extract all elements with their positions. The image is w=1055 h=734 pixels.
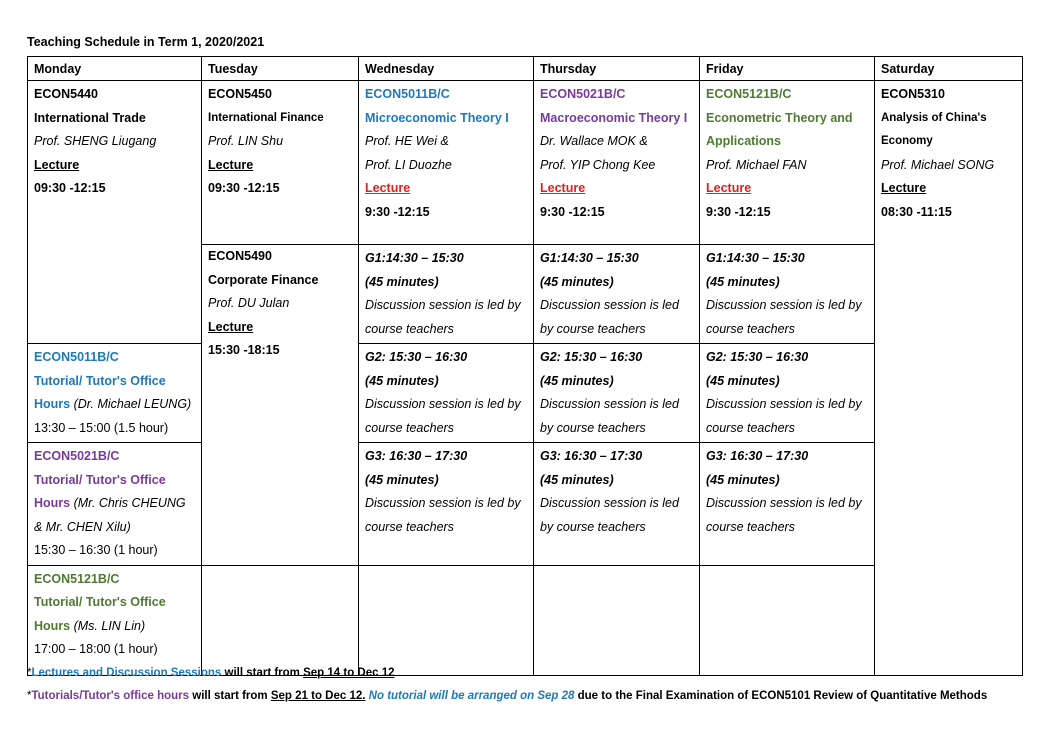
footnote-date: Sep 21 to Dec 12. bbox=[270, 690, 366, 702]
session-type: Lecture bbox=[208, 319, 254, 334]
group-desc: Discussion session is led by bbox=[706, 298, 862, 312]
group-duration: (45 minutes) bbox=[365, 472, 439, 487]
tutor-name: (Dr. Michael LEUNG) bbox=[73, 397, 192, 411]
instructor: Prof. DU Julan bbox=[208, 296, 290, 310]
group-desc: Discussion session is led by bbox=[706, 496, 862, 510]
session-time: 08:30 -11:15 bbox=[881, 204, 952, 219]
session-type: Lecture bbox=[365, 181, 411, 195]
row-g3 bbox=[28, 443, 1023, 566]
header-row bbox=[28, 57, 1023, 81]
session-time: 9:30 -12:15 bbox=[365, 204, 430, 219]
group-desc: Discussion session is led by bbox=[706, 397, 862, 411]
cell-monday-lecture bbox=[28, 81, 202, 344]
instructor: Prof. Michael FAN bbox=[706, 157, 807, 172]
instructor: Prof. YIP Chong Kee bbox=[540, 157, 656, 172]
cell-tuesday-empty bbox=[202, 565, 359, 675]
cell-tuesday-lecture-1 bbox=[202, 81, 359, 245]
tutor-name: (Mr. Chris CHEUNG bbox=[73, 496, 186, 510]
cell-wednesday-g2 bbox=[359, 344, 534, 443]
tutorial-label: Tutorial/ Tutor's Office bbox=[34, 595, 166, 609]
document-title: Teaching Schedule in Term 1, 2020/2021 bbox=[27, 35, 265, 49]
group-desc: course teachers bbox=[706, 519, 795, 534]
group-duration: (45 minutes) bbox=[706, 373, 780, 388]
footnote-highlight: Tutorials/Tutor's office hours bbox=[31, 690, 190, 702]
tutorial-time: 17:00 – 18:00 (1 hour) bbox=[34, 642, 158, 656]
group-desc: Discussion session is led by bbox=[365, 397, 521, 411]
group-desc: Discussion session is led by bbox=[365, 298, 521, 312]
cell-friday-empty bbox=[700, 565, 875, 675]
instructor: Dr. Wallace MOK & bbox=[540, 134, 648, 148]
course-code: ECON5121B/C bbox=[34, 571, 120, 586]
group-duration: (45 minutes) bbox=[706, 274, 780, 289]
group-duration: (45 minutes) bbox=[365, 274, 439, 289]
group-duration: (45 minutes) bbox=[540, 274, 614, 289]
group-desc: course teachers bbox=[365, 321, 454, 336]
course-code: ECON5011B/C bbox=[34, 350, 119, 364]
cell-friday-lecture bbox=[700, 81, 875, 245]
instructor: Prof. SHENG Liugang bbox=[34, 134, 157, 148]
group-time: G2: 15:30 – 16:30 bbox=[540, 350, 643, 364]
course-code: ECON5310 bbox=[881, 87, 945, 101]
footnote-tutorials bbox=[27, 690, 987, 702]
instructor: Prof. Michael SONG bbox=[881, 157, 995, 172]
cell-saturday-lecture bbox=[875, 81, 1023, 676]
group-desc: course teachers bbox=[706, 420, 795, 435]
cell-thursday-empty bbox=[534, 565, 700, 675]
cell-thursday-lecture bbox=[534, 81, 700, 245]
cell-wednesday-lecture bbox=[359, 81, 534, 245]
row-morning bbox=[28, 81, 1023, 245]
group-time: G1:14:30 – 15:30 bbox=[540, 251, 639, 265]
session-type: Lecture bbox=[540, 181, 586, 195]
course-code: ECON5011B/C bbox=[365, 87, 450, 101]
cell-tuesday-lecture-2 bbox=[202, 245, 359, 566]
group-desc: Discussion session is led bbox=[540, 298, 679, 312]
instructor: Prof. LIN Shu bbox=[208, 134, 284, 148]
group-time: G3: 16:30 – 17:30 bbox=[540, 449, 643, 463]
footnote-text: will start from bbox=[221, 667, 304, 679]
cell-friday-g1 bbox=[700, 245, 875, 344]
header-friday: Friday bbox=[700, 57, 875, 81]
session-time: 9:30 -12:15 bbox=[706, 204, 771, 219]
course-name: Microeconomic Theory I bbox=[365, 110, 509, 125]
instructor: Prof. LI Duozhe bbox=[365, 157, 452, 172]
header-tuesday: Tuesday bbox=[202, 57, 359, 81]
group-time: G1:14:30 – 15:30 bbox=[706, 251, 805, 265]
cell-friday-g3 bbox=[700, 443, 875, 566]
session-time: 09:30 -12:15 bbox=[208, 181, 280, 195]
group-duration: (45 minutes) bbox=[540, 373, 614, 388]
schedule-table bbox=[27, 56, 1023, 676]
tutor-name: (Ms. LIN Lin) bbox=[73, 618, 146, 633]
course-name: Corporate Finance bbox=[208, 272, 319, 287]
cell-monday-tutorial-1 bbox=[28, 344, 202, 443]
course-code: ECON5021B/C bbox=[34, 449, 120, 463]
footnote-star: * bbox=[27, 690, 32, 702]
cell-wednesday-empty bbox=[359, 565, 534, 675]
header-monday: Monday bbox=[28, 57, 202, 81]
tutorial-label: Tutorial/ Tutor's Office bbox=[34, 373, 166, 388]
hours-label: Hours bbox=[34, 496, 71, 510]
group-time: G3: 16:30 – 17:30 bbox=[365, 449, 468, 463]
course-code: ECON5450 bbox=[208, 87, 272, 101]
cell-thursday-g1 bbox=[534, 245, 700, 344]
hours-label: Hours bbox=[34, 397, 71, 411]
footnote-warning: No tutorial will be arranged on Sep 28 bbox=[368, 690, 575, 702]
course-code: ECON5121B/C bbox=[706, 87, 792, 101]
group-desc: by course teachers bbox=[540, 519, 646, 534]
course-name: Macroeconomic Theory I bbox=[540, 110, 688, 125]
group-time: G1:14:30 – 15:30 bbox=[365, 251, 464, 265]
session-time: 9:30 -12:15 bbox=[540, 204, 605, 219]
session-time: 15:30 -18:15 bbox=[208, 343, 280, 357]
footnote-star: * bbox=[27, 667, 32, 679]
session-time: 09:30 -12:15 bbox=[34, 181, 106, 195]
group-duration: (45 minutes) bbox=[365, 373, 439, 388]
instructor: Prof. HE Wei & bbox=[365, 134, 449, 148]
course-name: Analysis of China's bbox=[881, 111, 987, 124]
group-time: G2: 15:30 – 16:30 bbox=[706, 350, 809, 364]
tutorial-label: Tutorial/ Tutor's Office bbox=[34, 472, 166, 487]
cell-wednesday-g3 bbox=[359, 443, 534, 566]
course-name: International Finance bbox=[208, 111, 324, 124]
group-desc: course teachers bbox=[365, 420, 454, 435]
tutorial-time: 15:30 – 16:30 (1 hour) bbox=[34, 543, 158, 557]
tutorial-time: 13:30 – 15:00 (1.5 hour) bbox=[34, 420, 169, 435]
course-name: Econometric Theory and bbox=[706, 110, 853, 125]
cell-friday-g2 bbox=[700, 344, 875, 443]
header-thursday: Thursday bbox=[534, 57, 700, 81]
group-desc: Discussion session is led by bbox=[365, 496, 521, 510]
group-duration: (45 minutes) bbox=[706, 472, 780, 487]
course-name: Applications bbox=[706, 134, 782, 148]
group-desc: by course teachers bbox=[540, 420, 646, 435]
group-duration: (45 minutes) bbox=[540, 472, 614, 487]
footnote-text: due to the Final Examination of ECON5101 Review of Quantitative Methods bbox=[574, 690, 988, 702]
cell-thursday-g3 bbox=[534, 443, 700, 566]
session-type: Lecture bbox=[881, 181, 927, 195]
course-name: International Trade bbox=[34, 110, 146, 125]
footnote-text: will start from bbox=[189, 690, 271, 702]
session-type: Lecture bbox=[706, 181, 752, 195]
group-desc: course teachers bbox=[365, 519, 454, 534]
group-time: G2: 15:30 – 16:30 bbox=[365, 350, 468, 364]
header-saturday: Saturday bbox=[875, 57, 1023, 81]
cell-monday-tutorial-3 bbox=[28, 565, 202, 675]
group-time: G3: 16:30 – 17:30 bbox=[706, 449, 809, 463]
session-type: Lecture bbox=[208, 157, 254, 172]
session-type: Lecture bbox=[34, 157, 80, 172]
course-code: ECON5440 bbox=[34, 87, 98, 101]
footnote-lectures bbox=[27, 667, 395, 679]
group-desc: Discussion session is led bbox=[540, 496, 679, 510]
footnote-highlight: Lectures and Discussion Sessions bbox=[31, 667, 222, 679]
course-code: ECON5490 bbox=[208, 249, 272, 263]
group-desc: by course teachers bbox=[540, 321, 646, 336]
cell-thursday-g2 bbox=[534, 344, 700, 443]
cell-monday-tutorial-2 bbox=[28, 443, 202, 566]
cell-wednesday-g1 bbox=[359, 245, 534, 344]
footnote-date: Sep 14 to Dec 12 bbox=[303, 667, 395, 679]
group-desc: course teachers bbox=[706, 321, 795, 336]
row-tutorial-3 bbox=[28, 565, 1023, 675]
hours-label: Hours bbox=[34, 618, 71, 633]
course-code: ECON5021B/C bbox=[540, 87, 626, 101]
tutor-name: & Mr. CHEN Xilu) bbox=[34, 519, 131, 534]
course-name: Economy bbox=[881, 135, 933, 147]
group-desc: Discussion session is led bbox=[540, 397, 679, 411]
row-g2 bbox=[28, 344, 1023, 443]
header-wednesday: Wednesday bbox=[359, 57, 534, 81]
